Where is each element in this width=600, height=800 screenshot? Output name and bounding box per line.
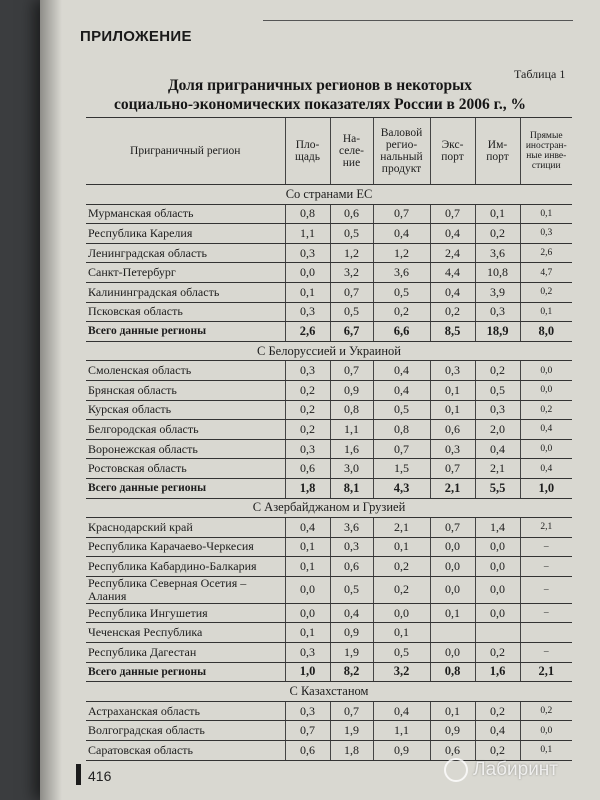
col-header-grp: Валовой регио-нальный продукт bbox=[373, 118, 430, 185]
value-cell: 0,8 bbox=[285, 204, 330, 224]
region-name-cell: Санкт-Петербург bbox=[86, 263, 285, 283]
value-cell: 2,6 bbox=[520, 243, 572, 263]
value-cell: 0,4 bbox=[430, 282, 475, 302]
value-cell: 0,2 bbox=[475, 701, 520, 721]
region-name-cell: Воронежская область bbox=[86, 439, 285, 459]
table-title-line-2: социально-экономических показателях России в 2006 г., % bbox=[113, 96, 527, 113]
value-cell: 0,7 bbox=[285, 721, 330, 741]
group-title: С Казахстаном bbox=[86, 682, 572, 702]
region-name-cell: Республика Карелия bbox=[86, 224, 285, 244]
region-name-cell: Псковская область bbox=[86, 302, 285, 322]
region-name-cell: Ростовская область bbox=[86, 459, 285, 479]
table-row bbox=[86, 576, 572, 603]
region-name-cell: Курская область bbox=[86, 400, 285, 420]
value-cell: 0,9 bbox=[430, 721, 475, 741]
table-row bbox=[86, 243, 572, 263]
value-cell: 3,0 bbox=[330, 459, 373, 479]
value-cell: 0,5 bbox=[330, 576, 373, 603]
total-row bbox=[86, 478, 572, 498]
value-cell: 0,7 bbox=[430, 459, 475, 479]
total-label-cell: Всего данные регионы bbox=[86, 662, 285, 682]
value-cell: – bbox=[520, 603, 572, 623]
value-cell: 0,1 bbox=[430, 380, 475, 400]
value-cell: 0,0 bbox=[520, 439, 572, 459]
value-cell: 0,5 bbox=[330, 224, 373, 244]
value-cell: 0,1 bbox=[430, 701, 475, 721]
value-cell: 0,5 bbox=[373, 282, 430, 302]
total-value-cell: 2,1 bbox=[520, 662, 572, 682]
value-cell: 2,1 bbox=[475, 459, 520, 479]
value-cell: 0,0 bbox=[430, 643, 475, 663]
value-cell: 0,4 bbox=[430, 224, 475, 244]
group-title: С Азербайджаном и Грузией bbox=[86, 498, 572, 518]
region-name-cell: Белгородская область bbox=[86, 420, 285, 440]
region-name-cell: Республика Кабардино-Балкария bbox=[86, 557, 285, 577]
value-cell: 1,6 bbox=[330, 439, 373, 459]
value-cell: 0,4 bbox=[373, 701, 430, 721]
total-value-cell: 5,5 bbox=[475, 478, 520, 498]
table-row bbox=[86, 263, 572, 283]
regions-table bbox=[86, 117, 572, 761]
value-cell: 0,7 bbox=[330, 282, 373, 302]
value-cell: 0,0 bbox=[430, 576, 475, 603]
region-name-cell: Волгоградская область bbox=[86, 721, 285, 741]
value-cell: 0,0 bbox=[285, 263, 330, 283]
value-cell: 0,0 bbox=[430, 557, 475, 577]
value-cell: 2,1 bbox=[373, 518, 430, 538]
value-cell: 0,2 bbox=[520, 282, 572, 302]
value-cell: 0,4 bbox=[520, 459, 572, 479]
table-row bbox=[86, 623, 572, 643]
value-cell: 1,1 bbox=[285, 224, 330, 244]
value-cell: 0,4 bbox=[330, 603, 373, 623]
value-cell: 3,9 bbox=[475, 282, 520, 302]
table-header-row bbox=[86, 118, 572, 185]
page-number: 416 bbox=[88, 768, 112, 784]
value-cell: 0,1 bbox=[285, 557, 330, 577]
total-row bbox=[86, 662, 572, 682]
value-cell: 3,6 bbox=[475, 243, 520, 263]
region-name-cell: Краснодарский край bbox=[86, 518, 285, 538]
table-row bbox=[86, 380, 572, 400]
value-cell: 0,3 bbox=[285, 302, 330, 322]
total-value-cell: 8,5 bbox=[430, 322, 475, 342]
value-cell: 0,2 bbox=[475, 361, 520, 381]
value-cell: 0,7 bbox=[373, 204, 430, 224]
value-cell: 0,1 bbox=[520, 204, 572, 224]
group-header-row bbox=[86, 682, 572, 702]
value-cell: 0,2 bbox=[373, 302, 430, 322]
value-cell: 2,0 bbox=[475, 420, 520, 440]
value-cell: 0,2 bbox=[373, 576, 430, 603]
value-cell: 2,1 bbox=[520, 518, 572, 538]
table-title bbox=[110, 76, 530, 114]
value-cell: 0,4 bbox=[373, 380, 430, 400]
region-name-cell: Калининградская область bbox=[86, 282, 285, 302]
value-cell: 0,3 bbox=[520, 224, 572, 244]
value-cell: 0,7 bbox=[430, 204, 475, 224]
value-cell: 0,2 bbox=[285, 420, 330, 440]
value-cell: 0,6 bbox=[430, 741, 475, 761]
table-row bbox=[86, 204, 572, 224]
col-header-import: Им-порт bbox=[475, 118, 520, 185]
value-cell: 0,1 bbox=[430, 400, 475, 420]
group-header-row bbox=[86, 185, 572, 205]
value-cell: 0,7 bbox=[330, 361, 373, 381]
value-cell: 3,2 bbox=[330, 263, 373, 283]
total-value-cell: 3,2 bbox=[373, 662, 430, 682]
value-cell: 0,5 bbox=[373, 643, 430, 663]
region-name-cell: Республика Северная Осетия – Алания bbox=[86, 576, 285, 603]
total-value-cell: 4,3 bbox=[373, 478, 430, 498]
value-cell: 0,2 bbox=[285, 400, 330, 420]
table-row bbox=[86, 557, 572, 577]
value-cell bbox=[520, 623, 572, 643]
value-cell: 0,3 bbox=[430, 361, 475, 381]
value-cell: 0,2 bbox=[520, 701, 572, 721]
region-name-cell: Саратовская область bbox=[86, 741, 285, 761]
group-title: С Белоруссией и Украиной bbox=[86, 341, 572, 361]
value-cell: 0,0 bbox=[285, 603, 330, 623]
value-cell: 4,4 bbox=[430, 263, 475, 283]
watermark bbox=[444, 758, 558, 782]
value-cell: 3,6 bbox=[330, 518, 373, 538]
value-cell: 0,3 bbox=[285, 243, 330, 263]
total-label-cell: Всего данные регионы bbox=[86, 478, 285, 498]
region-name-cell: Мурманская область bbox=[86, 204, 285, 224]
header-rule bbox=[263, 20, 573, 21]
table-title-line-1: Доля приграничных регионов в некоторых bbox=[167, 77, 473, 94]
table-row bbox=[86, 721, 572, 741]
value-cell: 0,0 bbox=[475, 537, 520, 557]
value-cell: 1,9 bbox=[330, 721, 373, 741]
value-cell: 0,0 bbox=[520, 361, 572, 381]
value-cell: 0,0 bbox=[520, 721, 572, 741]
value-cell: 0,2 bbox=[430, 302, 475, 322]
col-header-area: Пло-щадь bbox=[285, 118, 330, 185]
value-cell: 10,8 bbox=[475, 263, 520, 283]
value-cell: 0,2 bbox=[475, 741, 520, 761]
total-value-cell: 0,8 bbox=[430, 662, 475, 682]
value-cell: 1,5 bbox=[373, 459, 430, 479]
table-row bbox=[86, 439, 572, 459]
table-label: Таблица 1 bbox=[514, 67, 566, 81]
group-title: Со странами ЕС bbox=[86, 185, 572, 205]
value-cell: 0,7 bbox=[373, 439, 430, 459]
table-row bbox=[86, 302, 572, 322]
value-cell: 0,6 bbox=[285, 741, 330, 761]
table-row bbox=[86, 282, 572, 302]
col-header-region: Приграничный регион bbox=[86, 118, 285, 185]
value-cell: 0,0 bbox=[373, 603, 430, 623]
region-name-cell: Республика Карачаево-Черкесия bbox=[86, 537, 285, 557]
region-name-cell: Астраханская область bbox=[86, 701, 285, 721]
value-cell: – bbox=[520, 537, 572, 557]
value-cell: 0,5 bbox=[330, 302, 373, 322]
value-cell: 0,4 bbox=[475, 439, 520, 459]
region-name-cell: Смоленская область bbox=[86, 361, 285, 381]
value-cell: 0,4 bbox=[373, 224, 430, 244]
value-cell: 1,2 bbox=[330, 243, 373, 263]
total-value-cell: 1,0 bbox=[285, 662, 330, 682]
value-cell: 0,0 bbox=[475, 557, 520, 577]
total-value-cell: 1,8 bbox=[285, 478, 330, 498]
value-cell: 0,9 bbox=[373, 741, 430, 761]
value-cell: 0,1 bbox=[373, 623, 430, 643]
value-cell: 0,2 bbox=[285, 380, 330, 400]
watermark-text: Лабиринт bbox=[473, 759, 558, 780]
value-cell: 1,1 bbox=[373, 721, 430, 741]
total-value-cell: 6,7 bbox=[330, 322, 373, 342]
table-row bbox=[86, 518, 572, 538]
value-cell: 0,3 bbox=[475, 302, 520, 322]
col-header-population: На-селе-ние bbox=[330, 118, 373, 185]
value-cell: 0,2 bbox=[475, 643, 520, 663]
value-cell: 1,8 bbox=[330, 741, 373, 761]
total-row bbox=[86, 322, 572, 342]
value-cell: 0,3 bbox=[330, 537, 373, 557]
value-cell: 0,9 bbox=[330, 380, 373, 400]
value-cell: 0,3 bbox=[475, 400, 520, 420]
value-cell: 0,6 bbox=[430, 420, 475, 440]
value-cell: 0,0 bbox=[430, 537, 475, 557]
table-row bbox=[86, 400, 572, 420]
value-cell: 0,7 bbox=[330, 701, 373, 721]
value-cell: 0,6 bbox=[285, 459, 330, 479]
value-cell: – bbox=[520, 576, 572, 603]
value-cell: 0,0 bbox=[520, 380, 572, 400]
total-value-cell: 8,1 bbox=[330, 478, 373, 498]
value-cell: 0,3 bbox=[285, 439, 330, 459]
labyrinth-logo-icon bbox=[444, 758, 468, 782]
value-cell: 0,0 bbox=[475, 603, 520, 623]
value-cell: 1,1 bbox=[330, 420, 373, 440]
region-name-cell: Ленинградская область bbox=[86, 243, 285, 263]
value-cell: 0,3 bbox=[285, 701, 330, 721]
section-header: ПРИЛОЖЕНИЕ bbox=[80, 28, 192, 45]
value-cell: – bbox=[520, 557, 572, 577]
page-gutter-shadow bbox=[40, 0, 62, 800]
region-name-cell: Чеченская Республика bbox=[86, 623, 285, 643]
value-cell: 1,4 bbox=[475, 518, 520, 538]
table-row bbox=[86, 459, 572, 479]
value-cell: 0,1 bbox=[285, 282, 330, 302]
value-cell bbox=[430, 623, 475, 643]
value-cell: 0,2 bbox=[520, 400, 572, 420]
value-cell: 0,8 bbox=[330, 400, 373, 420]
value-cell: 0,3 bbox=[285, 361, 330, 381]
value-cell: 0,4 bbox=[373, 361, 430, 381]
total-value-cell: 1,6 bbox=[475, 662, 520, 682]
value-cell: 0,6 bbox=[330, 557, 373, 577]
value-cell: 0,1 bbox=[285, 623, 330, 643]
value-cell: 0,1 bbox=[520, 302, 572, 322]
value-cell: 0,5 bbox=[475, 380, 520, 400]
value-cell: 2,4 bbox=[430, 243, 475, 263]
value-cell: 1,2 bbox=[373, 243, 430, 263]
table-row bbox=[86, 537, 572, 557]
value-cell bbox=[475, 623, 520, 643]
region-name-cell: Республика Ингушетия bbox=[86, 603, 285, 623]
value-cell: 0,3 bbox=[285, 643, 330, 663]
value-cell: 0,9 bbox=[330, 623, 373, 643]
total-label-cell: Всего данные регионы bbox=[86, 322, 285, 342]
value-cell: 0,2 bbox=[373, 557, 430, 577]
page-number-bar bbox=[76, 764, 81, 785]
group-header-row bbox=[86, 341, 572, 361]
value-cell: 1,9 bbox=[330, 643, 373, 663]
value-cell: 4,7 bbox=[520, 263, 572, 283]
total-value-cell: 1,0 bbox=[520, 478, 572, 498]
value-cell: 0,4 bbox=[285, 518, 330, 538]
value-cell: – bbox=[520, 643, 572, 663]
value-cell: 0,6 bbox=[330, 204, 373, 224]
value-cell: 0,3 bbox=[430, 439, 475, 459]
value-cell: 0,1 bbox=[285, 537, 330, 557]
region-name-cell: Республика Дагестан bbox=[86, 643, 285, 663]
total-value-cell: 6,6 bbox=[373, 322, 430, 342]
value-cell: 0,1 bbox=[373, 537, 430, 557]
table-row bbox=[86, 361, 572, 381]
value-cell: 3,6 bbox=[373, 263, 430, 283]
table-row bbox=[86, 701, 572, 721]
value-cell: 0,7 bbox=[430, 518, 475, 538]
value-cell: 0,5 bbox=[373, 400, 430, 420]
col-header-export: Экс-порт bbox=[430, 118, 475, 185]
value-cell: 0,8 bbox=[373, 420, 430, 440]
total-value-cell: 8,0 bbox=[520, 322, 572, 342]
value-cell: 0,2 bbox=[475, 224, 520, 244]
table-row bbox=[86, 603, 572, 623]
col-header-fdi: Прямые иностран-ные инве-стиции bbox=[520, 118, 572, 185]
value-cell: 0,0 bbox=[475, 576, 520, 603]
table-body bbox=[86, 185, 572, 761]
group-header-row bbox=[86, 498, 572, 518]
value-cell: 0,1 bbox=[475, 204, 520, 224]
table-row bbox=[86, 643, 572, 663]
table-row bbox=[86, 224, 572, 244]
value-cell: 0,4 bbox=[520, 420, 572, 440]
region-name-cell: Брянская область bbox=[86, 380, 285, 400]
total-value-cell: 2,1 bbox=[430, 478, 475, 498]
value-cell: 0,4 bbox=[475, 721, 520, 741]
value-cell: 0,0 bbox=[285, 576, 330, 603]
table-row bbox=[86, 420, 572, 440]
value-cell: 0,1 bbox=[520, 741, 572, 761]
total-value-cell: 8,2 bbox=[330, 662, 373, 682]
total-value-cell: 2,6 bbox=[285, 322, 330, 342]
value-cell: 0,1 bbox=[430, 603, 475, 623]
total-value-cell: 18,9 bbox=[475, 322, 520, 342]
